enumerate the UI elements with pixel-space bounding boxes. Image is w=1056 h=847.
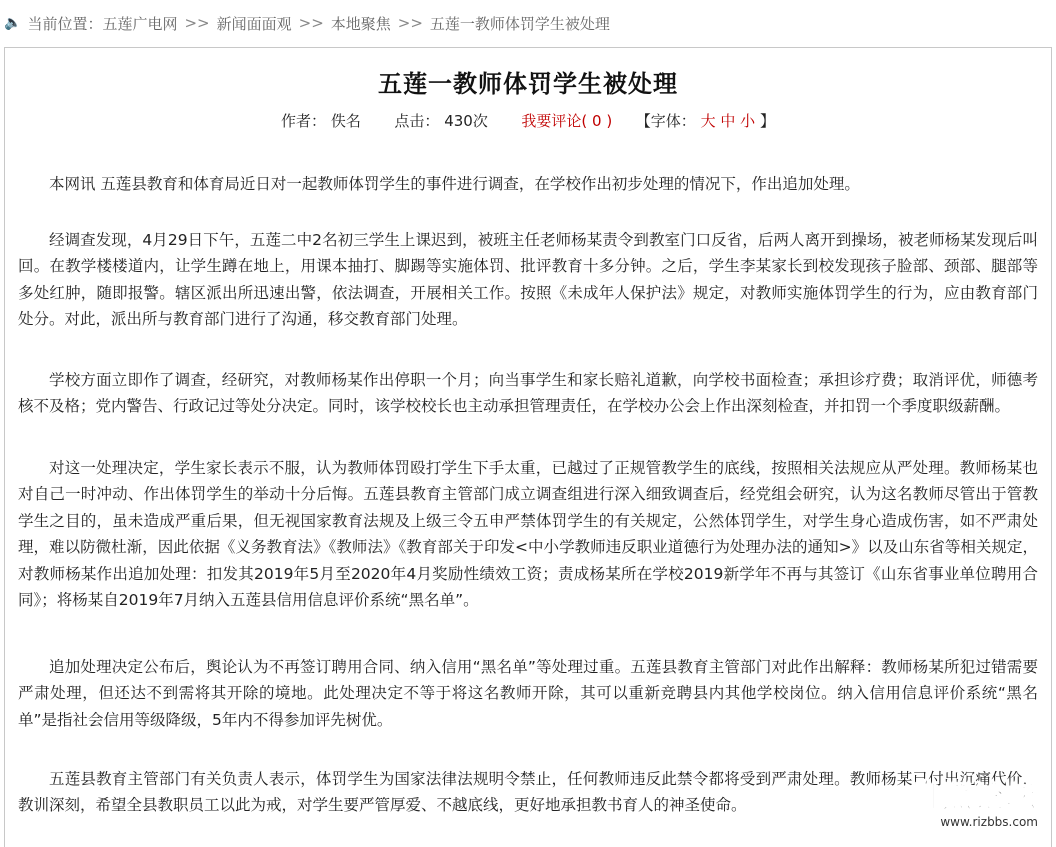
comment-link-label: 我要评论 (521, 112, 582, 130)
clicks-label: 点击： (394, 112, 440, 130)
article-paragraph: 追加处理决定公布后，舆论认为不再签订聘用合同、纳入信用“黑名单”等处理过重。五莲县教育主管部门对此作出解释：教师杨某所犯过错需要严肃处理，但还达不到需将其开除的境地。此处理决定不等于将这名教师开除，其可以重新竞聘县内其他学校岗位。纳入信用信息评价系统“黑名单”是指社会信用等级降级，5年内不得参加评先树优。 (18, 658, 1038, 729)
article-paragraph: 对这一处理决定，学生家长表示不服，认为教师体罚殴打学生下手太重，已越过了正规管教学生的底线，按照相关法规应从严处理。教师杨某也对自己一时冲动、作出体罚学生的举动十分后悔。五莲县教育主管部门成立调查组进行深入细致调查后，经党组会研究，认为这名教师尽管出于管教学生之目的，虽未造成严重后果，但无视国家教育法规及上级三令五申严禁体罚学生的有关规定，公然体罚学生，对学生身心造成伤害，如不严肃处理，难以防微杜渐，因此依据《义务教育法》《教师法》《教育部关于印发<中小学教师违反职业道德行为处理办法的通知>》以及山东省等相关规定，对教师杨某作出追加处理：扣发其2019年5月至2020年4月奖励性绩效工资；责成杨某所在学校2019新学年不再与其签订《山东省事业单位聘用合同》；将杨某自2019年7月纳入五莲县信用信息评价系统“黑名单”。 (18, 459, 1038, 610)
speaker-icon: 🔈 (4, 15, 22, 31)
breadcrumb-item-local[interactable]: 本地聚焦 (330, 14, 391, 33)
breadcrumb-separator: >> (298, 14, 324, 32)
breadcrumb-separator: >> (184, 14, 210, 32)
breadcrumb-separator: >> (397, 14, 423, 32)
clicks-count: 430次 (444, 112, 488, 130)
watermark-url: www.rizbbs.com (940, 815, 1038, 829)
breadcrumb (0, 0, 1056, 46)
font-size-medium-link[interactable]: 中 (720, 112, 736, 130)
comment-count: ( 0 ) (581, 112, 613, 130)
article-title: 五莲一教师体罚学生被处理 (378, 70, 678, 98)
breadcrumb-item-home[interactable]: 五莲广电网 (102, 14, 178, 33)
font-size-small-link[interactable]: 小 (740, 112, 756, 130)
author-label: 作者： (281, 112, 327, 130)
breadcrumb-item-news[interactable]: 新闻面面观 (216, 14, 292, 33)
article-paragraph: 五莲县教育主管部门有关负责人表示，体罚学生为国家法律法规明令禁止，任何教师违反此禁令都将受到严肃处理。教师杨某已付出沉痛代价，教训深刻，希望全县教职员工以此为戒，对学生要严管厚爱、不越底线，更好地承担教书育人的神圣使命。 (18, 770, 1038, 815)
comment-link[interactable] (521, 112, 612, 130)
watermark-logo-text: 日照论坛 (910, 780, 1038, 815)
article-paragraph: 本网讯 五莲县教育和体育局近日对一起教师体罚学生的事件进行调查，在学校作出初步处理的情况下，作出追加处理。 (49, 175, 860, 193)
font-size-large-link[interactable]: 大 (700, 112, 716, 130)
font-size-label-close: 】 (759, 112, 775, 130)
font-size-label-open: 【字体： (635, 112, 696, 130)
article-paragraph: 经调查发现，4月29日下午，五莲二中2名初三学生上课迟到，被班主任老师杨某责令到教室门口反省，后两人离开到操场，被老师杨某发现后叫回。在教学楼楼道内，让学生蹲在地上，用课本抽打、脚踢等实施体罚、批评教育十多分钟。之后，学生李某家长到校发现孩子脸部、颈部、腿部等多处红肿，随即报警。辖区派出所迅速出警，依法调查，开展相关工作。按照《未成年人保护法》规定，对教师实施体罚学生的行为，应由教育部门处分。对此，派出所与教育部门进行了沟通，移交教育部门处理。 (18, 231, 1038, 329)
breadcrumb-item-current[interactable]: 五莲一教师体罚学生被处理 (429, 14, 610, 33)
article-meta (0, 110, 1056, 131)
breadcrumb-label: 当前位置： (27, 14, 103, 33)
article-paragraph: 学校方面立即作了调查，经研究，对教师杨某作出停职一个月；向当事学生和家长赔礼道歉，向学校书面检查；承担诊疗费；取消评优，师德考核不及格；党内警告、行政记过等处分决定。同时，该学校校长也主动承担管理责任，在学校办公会上作出深刻检查，并扣罚一个季度职级薪酬。 (18, 371, 1038, 416)
author-name: 佚名 (330, 112, 361, 130)
